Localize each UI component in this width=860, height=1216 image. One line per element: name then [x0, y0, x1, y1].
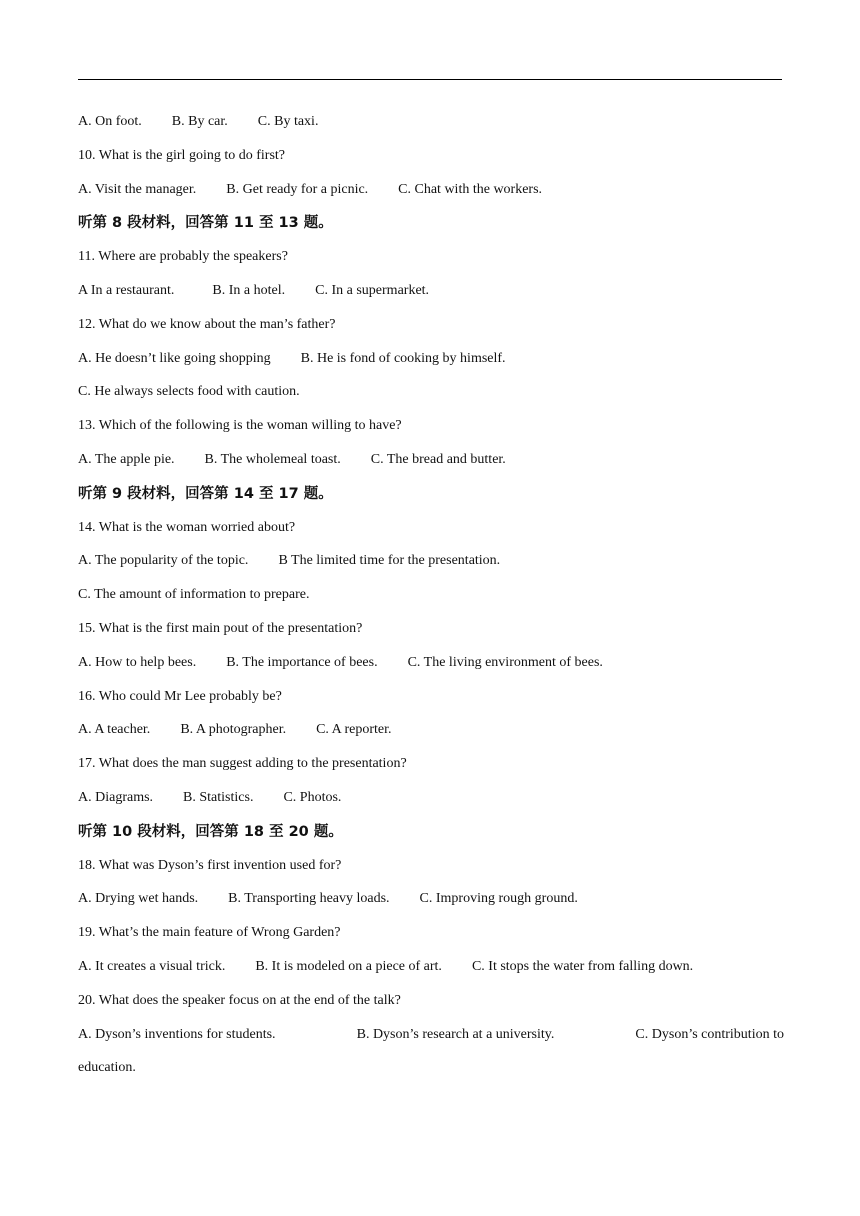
q18-question: 18. What was Dyson’s first invention used for?	[78, 857, 342, 873]
q10-question: 10. What is the girl going to do first?	[78, 147, 285, 163]
q19-option-c: C. It stops the water from falling down.	[471, 958, 694, 974]
q11-options	[78, 277, 784, 311]
q15-option-a: A. How to help bees.	[78, 654, 197, 670]
q14-option-c: C. The amount of information to prepare.	[78, 587, 310, 603]
q12-option-b: B. He is fond of cooking by himself.	[300, 350, 506, 366]
q10-option-c: C. Chat with the workers.	[398, 181, 543, 197]
q11-option-b: B. In a hotel.	[212, 282, 286, 298]
q20-option-c: C. Dyson’s contribution to	[635, 1026, 784, 1042]
section-10-heading: 听第 10 段材料，回答第 18 至 20 题。	[78, 823, 343, 840]
q9-options	[78, 108, 784, 142]
q16-option-a: A. A teacher.	[78, 722, 151, 738]
q18-option-b: B. Transporting heavy loads.	[228, 891, 390, 907]
q16-option-c: C. A reporter.	[316, 722, 392, 738]
q11-question: 11. Where are probably the speakers?	[78, 249, 288, 265]
q11-option-c: C. In a supermarket.	[315, 282, 430, 298]
q9-option-a: A. On foot.	[78, 114, 142, 129]
q9-option-b: B. By car.	[171, 114, 228, 129]
q12-question: 12. What do we know about the man’s father?	[78, 316, 336, 332]
q15-option-b: B. The importance of bees.	[226, 654, 378, 670]
q13-option-b: B. The wholemeal toast.	[204, 451, 341, 467]
q19-options	[78, 953, 784, 987]
q20-option-b: B. Dyson’s research at a university.	[356, 1026, 555, 1042]
q20-options	[78, 1021, 784, 1055]
header-rule	[78, 79, 782, 80]
q10-option-b: B. Get ready for a picnic.	[226, 181, 369, 197]
q18-option-c: C. Improving rough ground.	[419, 891, 578, 907]
q15-question: 15. What is the first main pout of the presentation?	[78, 620, 363, 636]
q11-option-a: A In a restaurant.	[78, 282, 175, 298]
q12-option-a: A. He doesn’t like going shopping	[78, 350, 271, 366]
q19-option-b: B. It is modeled on a piece of art.	[255, 958, 442, 974]
q16-options	[78, 716, 784, 750]
q17-option-b: B. Statistics.	[183, 789, 254, 805]
q16-question: 16. Who could Mr Lee probably be?	[78, 688, 282, 704]
q17-option-c: C. Photos.	[283, 789, 342, 805]
q14-option-a: A. The popularity of the topic.	[78, 553, 249, 569]
q20-option-a: A. Dyson’s inventions for students.	[78, 1026, 276, 1042]
q12-option-c: C. He always selects food with caution.	[78, 384, 300, 400]
section-9-heading: 听第 9 段材料，回答第 14 至 17 题。	[78, 485, 333, 502]
q17-option-a: A. Diagrams.	[78, 789, 154, 805]
q14-options-row1	[78, 547, 784, 581]
q14-option-b: B The limited time for the presentation.	[278, 553, 501, 569]
q12-options-row1	[78, 345, 784, 379]
q19-question: 19. What’s the main feature of Wrong Garden?	[78, 925, 341, 941]
q13-question: 13. Which of the following is the woman willing to have?	[78, 418, 402, 434]
q19-option-a: A. It creates a visual trick.	[78, 958, 226, 974]
q10-option-a: A. Visit the manager.	[78, 181, 197, 197]
q9-option-c: C. By taxi.	[257, 114, 319, 129]
q15-options	[78, 649, 784, 683]
q18-options	[78, 885, 784, 919]
q20-question: 20. What does the speaker focus on at the end of the talk?	[78, 992, 401, 1008]
q15-option-c: C. The living environment of bees.	[407, 654, 603, 670]
section-8-heading: 听第 8 段材料，回答第 11 至 13 题。	[78, 215, 333, 232]
q13-options	[78, 446, 784, 480]
q20-option-c-continuation: education.	[78, 1060, 136, 1076]
q13-option-a: A. The apple pie.	[78, 451, 175, 467]
q17-question: 17. What does the man suggest adding to the presentation?	[78, 756, 407, 772]
q18-option-a: A. Drying wet hands.	[78, 891, 199, 907]
document-body	[78, 108, 784, 1088]
q14-question: 14. What is the woman worried about?	[78, 519, 296, 535]
q16-option-b: B. A photographer.	[180, 722, 287, 738]
q17-options	[78, 784, 784, 818]
q13-option-c: C. The bread and butter.	[370, 451, 506, 467]
q10-options	[78, 176, 784, 210]
